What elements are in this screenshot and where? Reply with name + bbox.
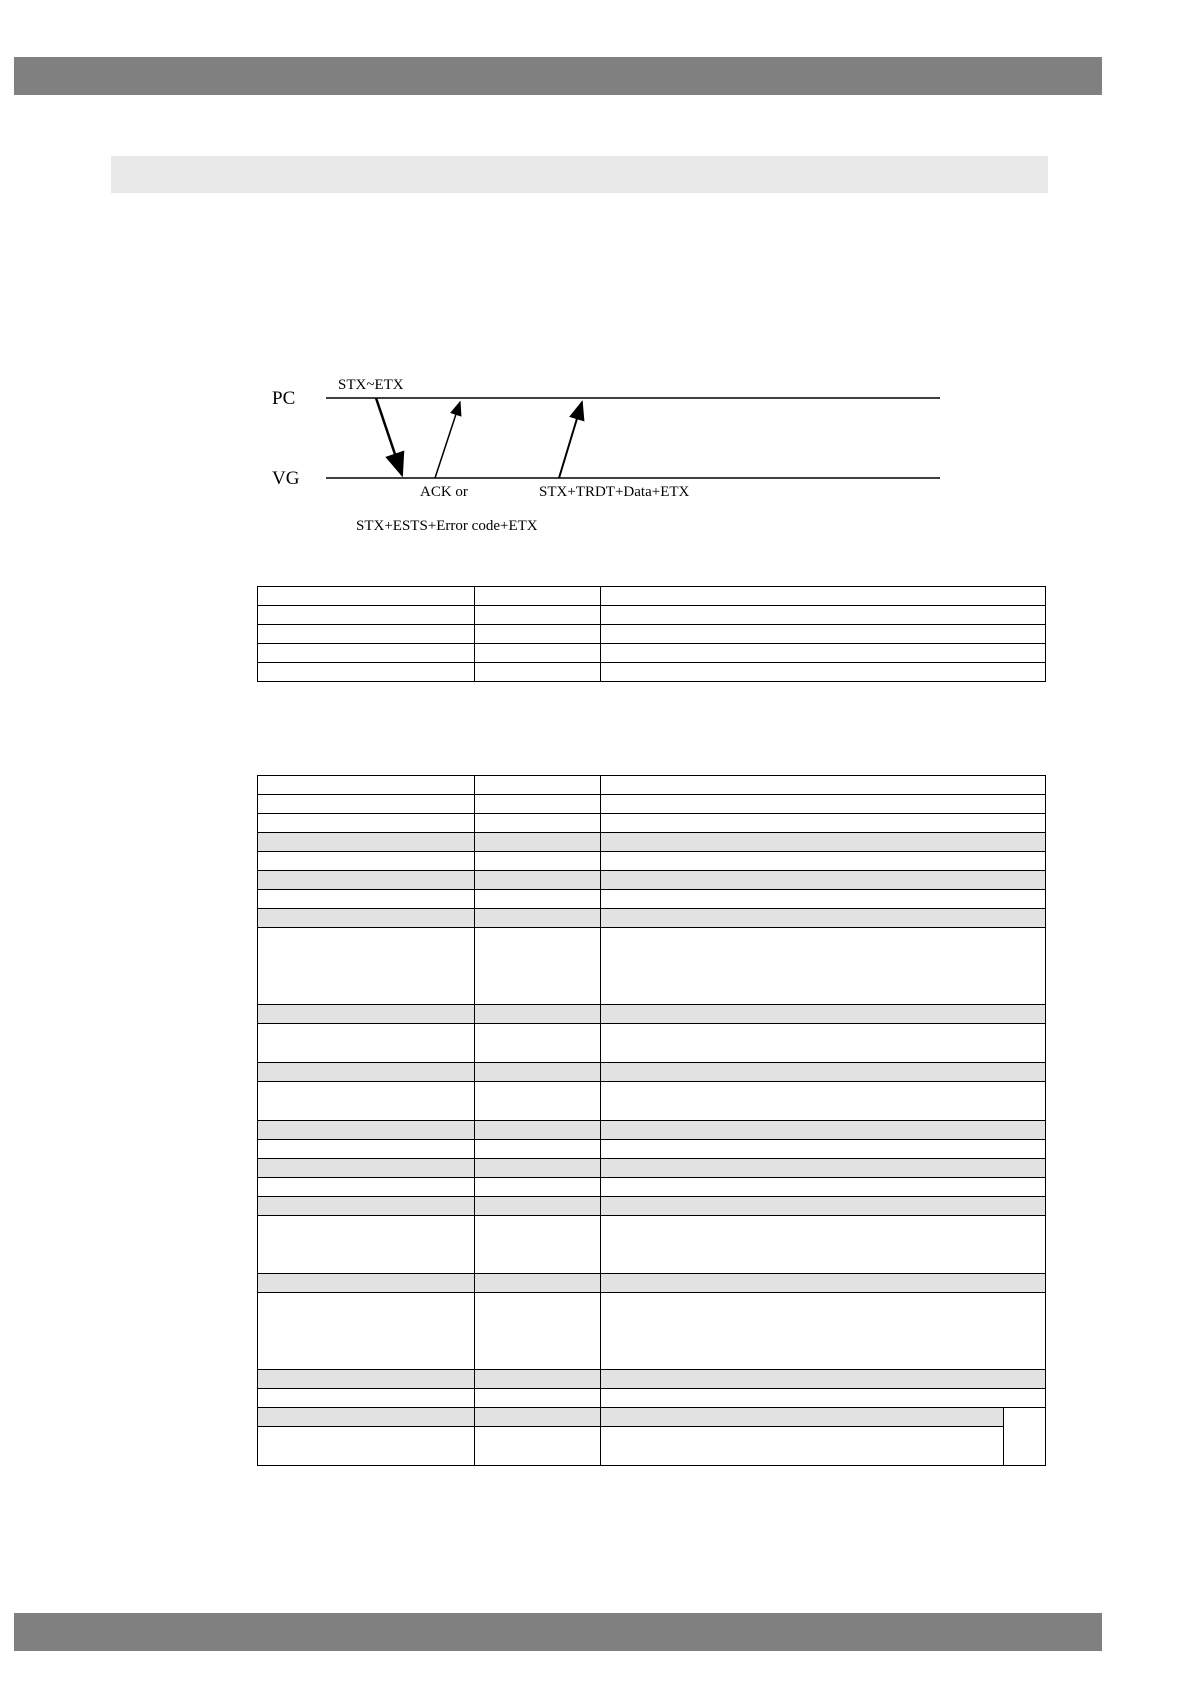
table-cell bbox=[601, 1024, 1046, 1063]
command-table bbox=[257, 586, 1046, 682]
table-cell bbox=[601, 663, 1046, 682]
table-cell bbox=[601, 890, 1046, 909]
table-cell bbox=[258, 852, 475, 871]
table-row bbox=[258, 871, 1046, 890]
table-cell bbox=[475, 663, 601, 682]
table-row bbox=[258, 625, 1046, 644]
table-cell bbox=[601, 1197, 1046, 1216]
table-cell bbox=[475, 1140, 601, 1159]
table-row bbox=[258, 1159, 1046, 1178]
table-cell bbox=[258, 1178, 475, 1197]
table-row bbox=[258, 644, 1046, 663]
parameter-table bbox=[257, 775, 1046, 1466]
table-cell bbox=[258, 644, 475, 663]
table-row bbox=[258, 587, 1046, 606]
table-cell bbox=[475, 1178, 601, 1197]
table-cell bbox=[475, 890, 601, 909]
table-cell bbox=[258, 1370, 475, 1389]
table-row bbox=[258, 909, 1046, 928]
table-row bbox=[258, 928, 1046, 1005]
table-cell bbox=[601, 606, 1046, 625]
table-cell bbox=[475, 1159, 601, 1178]
table-cell bbox=[601, 1216, 1046, 1274]
table-cell bbox=[475, 1408, 601, 1427]
table-cell bbox=[601, 1121, 1046, 1140]
table-row bbox=[258, 1370, 1046, 1389]
table-row bbox=[258, 1197, 1046, 1216]
ack-arrow bbox=[435, 402, 460, 478]
table-cell bbox=[475, 1197, 601, 1216]
table-row bbox=[258, 814, 1046, 833]
table-cell bbox=[475, 1274, 601, 1293]
vg-label: VG bbox=[272, 468, 300, 489]
data-response-label: STX+TRDT+Data+ETX bbox=[539, 484, 690, 500]
table-cell bbox=[475, 606, 601, 625]
table-cell bbox=[258, 1389, 475, 1408]
table-row bbox=[258, 1216, 1046, 1274]
table-cell bbox=[601, 1005, 1046, 1024]
table-cell bbox=[601, 644, 1046, 663]
table-row bbox=[258, 852, 1046, 871]
table-cell bbox=[601, 1082, 1046, 1121]
footer-bar bbox=[14, 1613, 1102, 1651]
table-cell bbox=[475, 1121, 601, 1140]
table-cell bbox=[258, 606, 475, 625]
table-cell bbox=[601, 1389, 1046, 1408]
table-row bbox=[258, 663, 1046, 682]
table-cell bbox=[475, 852, 601, 871]
error-response-label: STX+ESTS+Error code+ETX bbox=[356, 518, 538, 534]
table-cell bbox=[601, 1408, 1004, 1427]
table-row bbox=[258, 1274, 1046, 1293]
table-cell bbox=[258, 890, 475, 909]
table-row bbox=[258, 1178, 1046, 1197]
table-row bbox=[258, 1082, 1046, 1121]
table-row bbox=[258, 1408, 1046, 1427]
table-cell bbox=[475, 1024, 601, 1063]
table-row bbox=[258, 1121, 1046, 1140]
request-arrow bbox=[376, 398, 402, 475]
table-cell bbox=[601, 1293, 1046, 1370]
table-row bbox=[258, 1427, 1046, 1466]
table-cell bbox=[475, 1082, 601, 1121]
table-cell bbox=[601, 833, 1046, 852]
table-cell bbox=[258, 1293, 475, 1370]
table-cell bbox=[475, 625, 601, 644]
communication-timing-diagram bbox=[260, 365, 960, 545]
table-cell bbox=[258, 1005, 475, 1024]
table-cell bbox=[475, 587, 601, 606]
table-cell bbox=[475, 795, 601, 814]
table-cell bbox=[601, 1178, 1046, 1197]
table-cell bbox=[475, 644, 601, 663]
table-cell bbox=[258, 833, 475, 852]
table-row bbox=[258, 776, 1046, 795]
table-cell bbox=[258, 814, 475, 833]
table-cell bbox=[258, 1216, 475, 1274]
table-row bbox=[258, 833, 1046, 852]
section-heading-band bbox=[111, 156, 1048, 193]
table-row bbox=[258, 606, 1046, 625]
table-row bbox=[258, 1005, 1046, 1024]
table-cell bbox=[258, 1427, 475, 1466]
table-cell bbox=[601, 1427, 1004, 1466]
table-cell bbox=[475, 1005, 601, 1024]
table-cell bbox=[475, 1293, 601, 1370]
table-cell bbox=[1004, 1408, 1046, 1466]
table-cell bbox=[601, 795, 1046, 814]
header-bar bbox=[14, 57, 1102, 95]
table-cell bbox=[601, 587, 1046, 606]
table-row bbox=[258, 1140, 1046, 1159]
table-cell bbox=[258, 776, 475, 795]
table-cell bbox=[258, 1408, 475, 1427]
pc-label: PC bbox=[272, 388, 296, 409]
table-row bbox=[258, 795, 1046, 814]
table-cell bbox=[258, 1121, 475, 1140]
table-cell bbox=[475, 814, 601, 833]
table-cell bbox=[258, 1082, 475, 1121]
ack-label: ACK or bbox=[420, 484, 468, 500]
table-row bbox=[258, 890, 1046, 909]
table-cell bbox=[475, 1389, 601, 1408]
table-cell bbox=[601, 871, 1046, 890]
table-cell bbox=[258, 909, 475, 928]
table-cell bbox=[601, 909, 1046, 928]
table-cell bbox=[258, 1140, 475, 1159]
table-cell bbox=[258, 663, 475, 682]
table-cell bbox=[475, 909, 601, 928]
table-cell bbox=[258, 928, 475, 1005]
table-cell bbox=[601, 928, 1046, 1005]
table-cell bbox=[258, 1274, 475, 1293]
table-cell bbox=[601, 776, 1046, 795]
table-row bbox=[258, 1024, 1046, 1063]
table-cell bbox=[601, 1274, 1046, 1293]
table-cell bbox=[475, 1427, 601, 1466]
table-cell bbox=[258, 625, 475, 644]
table-cell bbox=[601, 1370, 1046, 1389]
table-cell bbox=[475, 1063, 601, 1082]
table-cell bbox=[601, 1140, 1046, 1159]
table-cell bbox=[475, 871, 601, 890]
table-cell bbox=[258, 587, 475, 606]
table-cell bbox=[258, 1063, 475, 1082]
table-cell bbox=[601, 852, 1046, 871]
table-cell bbox=[258, 1024, 475, 1063]
table-cell bbox=[475, 833, 601, 852]
request-label: STX~ETX bbox=[338, 377, 404, 393]
table-cell bbox=[475, 1216, 601, 1274]
table-cell bbox=[601, 1159, 1046, 1178]
table-cell bbox=[475, 776, 601, 795]
data-arrow bbox=[559, 402, 582, 478]
table-row bbox=[258, 1293, 1046, 1370]
table-row bbox=[258, 1389, 1046, 1408]
table-row bbox=[258, 1063, 1046, 1082]
table-cell bbox=[475, 1370, 601, 1389]
table-cell bbox=[601, 814, 1046, 833]
table-cell bbox=[258, 871, 475, 890]
table-cell bbox=[475, 928, 601, 1005]
table-cell bbox=[258, 1197, 475, 1216]
table-cell bbox=[258, 795, 475, 814]
table-cell bbox=[601, 625, 1046, 644]
table-cell bbox=[601, 1063, 1046, 1082]
table-cell bbox=[258, 1159, 475, 1178]
